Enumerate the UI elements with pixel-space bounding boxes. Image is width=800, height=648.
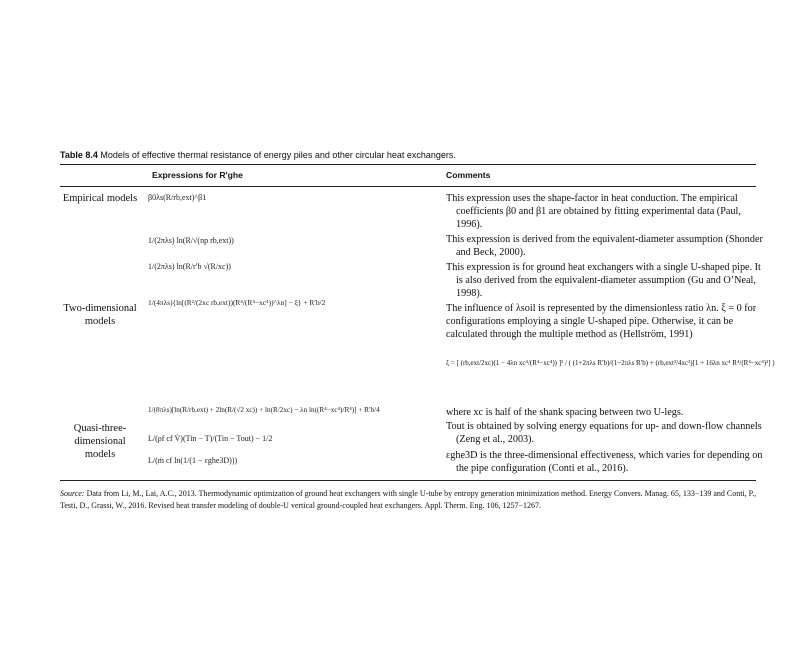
empirical-comment-3-text: This expression is for ground heat exchangers with a single U-shaped pipe. It is also derived from the equivalent-diameter assumption (Gu and O’Neal, 1998).: [446, 262, 761, 299]
two-dimensional-expression: 1/(4πλs){ln[(R²/(2xc rb,ext))(R⁴/(R⁴−xc⁴))^λn] − ξ} + R′b/2: [148, 298, 326, 307]
quasi-3d-comment-1: [446, 406, 766, 419]
category-two-dimensional: Two-dimensional models: [63, 303, 137, 327]
table-bottom-rule: [60, 480, 756, 481]
source-text: Data from Li, M., Lai, A.C., 2013. Thermodynamic optimization of ground heat exchangers with single U-tube by entropy generation minimization method. Energy Convers. Manag. 65, 133−139 and Conti, P., Testi, D., Grassi, W., 2016. Revised heat transfer modeling of double-U vertical ground-coupled heat exchangers. Appl. Therm. Eng. 106, 1257−1267.: [60, 489, 757, 510]
empirical-expression-2: 1/(2πλs) ln(R/√(np rb,ext)): [148, 236, 234, 245]
quasi-3d-comment-3-text: εghe3D is the three-dimensional effectiveness, which varies for depending on the pipe configuration (Conti et al., 2016).: [446, 450, 763, 474]
quasi-3d-expression-2: L/(ρf cf V̇)(Tin − T)/(Tin − Tout) − 1/2: [148, 434, 273, 443]
xi-formula-text: ξ = [ (rb,ext/2xc)(1 − 4λn xc⁴/(R⁴−xc⁴)) ]² / ( (1+2πλs R′b)/(1−2πλs R′b) + (rb,ext²/4xc²)[1 + 16λn xc⁴ R⁴/(R⁴−xc⁴)²] ): [446, 359, 775, 367]
two-dimensional-comment-text: The influence of λsoil is represented by the dimensionless ratio λn. ξ = 0 for configurations employing a single U-shaped pipe. Otherwise, it can be calculated through the multiple method as (Hellström, 1991): [446, 303, 757, 340]
table-top-rule: [60, 164, 756, 165]
header-expressions: Expressions for R′ghe: [152, 170, 243, 180]
empirical-comment-2: [446, 233, 766, 259]
empirical-comment-2-text: This expression is derived from the equivalent-diameter assumption (Shonder and Beck, 2000).: [446, 234, 763, 258]
category-empirical: Empirical models: [62, 193, 138, 204]
quasi-3d-comment-3: [446, 449, 766, 475]
empirical-comment-1-text: This expression uses the shape-factor in heat conduction. The empirical coefficients β0 and β1 are obtained by fitting experimental data (Paul, 1996).: [446, 193, 741, 230]
empirical-expression-3: 1/(2πλs) ln(R/r′b √(R/xc)): [148, 262, 231, 271]
table-caption: [60, 150, 760, 160]
quasi-3d-expression-1: 1/(8πλs)[ln(R/rb,ext) + 2ln(R/(√2 xc)) + ln(R/2xc) − λn ln((R⁴−xc⁴)/R⁴)] + R′b/4: [148, 406, 380, 414]
empirical-comment-1: [446, 192, 766, 231]
table-caption-label: Table 8.4: [60, 150, 98, 160]
quasi-3d-expression-3: L/(ṁ cf ln(1/(1 − εghe3D))): [148, 456, 238, 465]
header-comments: Comments: [446, 170, 491, 180]
category-quasi-three-dimensional: Quasi-three-dimensional models: [73, 423, 127, 460]
table-caption-text: Models of effective thermal resistance of energy piles and other circular heat exchangers.: [100, 150, 456, 160]
quasi-3d-comment-2: [446, 420, 766, 446]
source-label: Source:: [60, 489, 85, 498]
empirical-expression-1: β0λs(R/rb,ext)^β1: [148, 193, 207, 202]
table-header-rule: [60, 186, 756, 187]
empirical-comment-3: [446, 261, 766, 300]
quasi-3d-comment-1-text: where xc is half of the shank spacing between two U-legs.: [446, 407, 684, 418]
xi-formula: [446, 357, 775, 368]
quasi-3d-comment-2-text: Tout is obtained by solving energy equations for up- and down-flow channels (Zeng et al., 2003).: [446, 421, 762, 445]
table-source-note: [60, 488, 760, 512]
two-dimensional-comment: [446, 302, 766, 341]
